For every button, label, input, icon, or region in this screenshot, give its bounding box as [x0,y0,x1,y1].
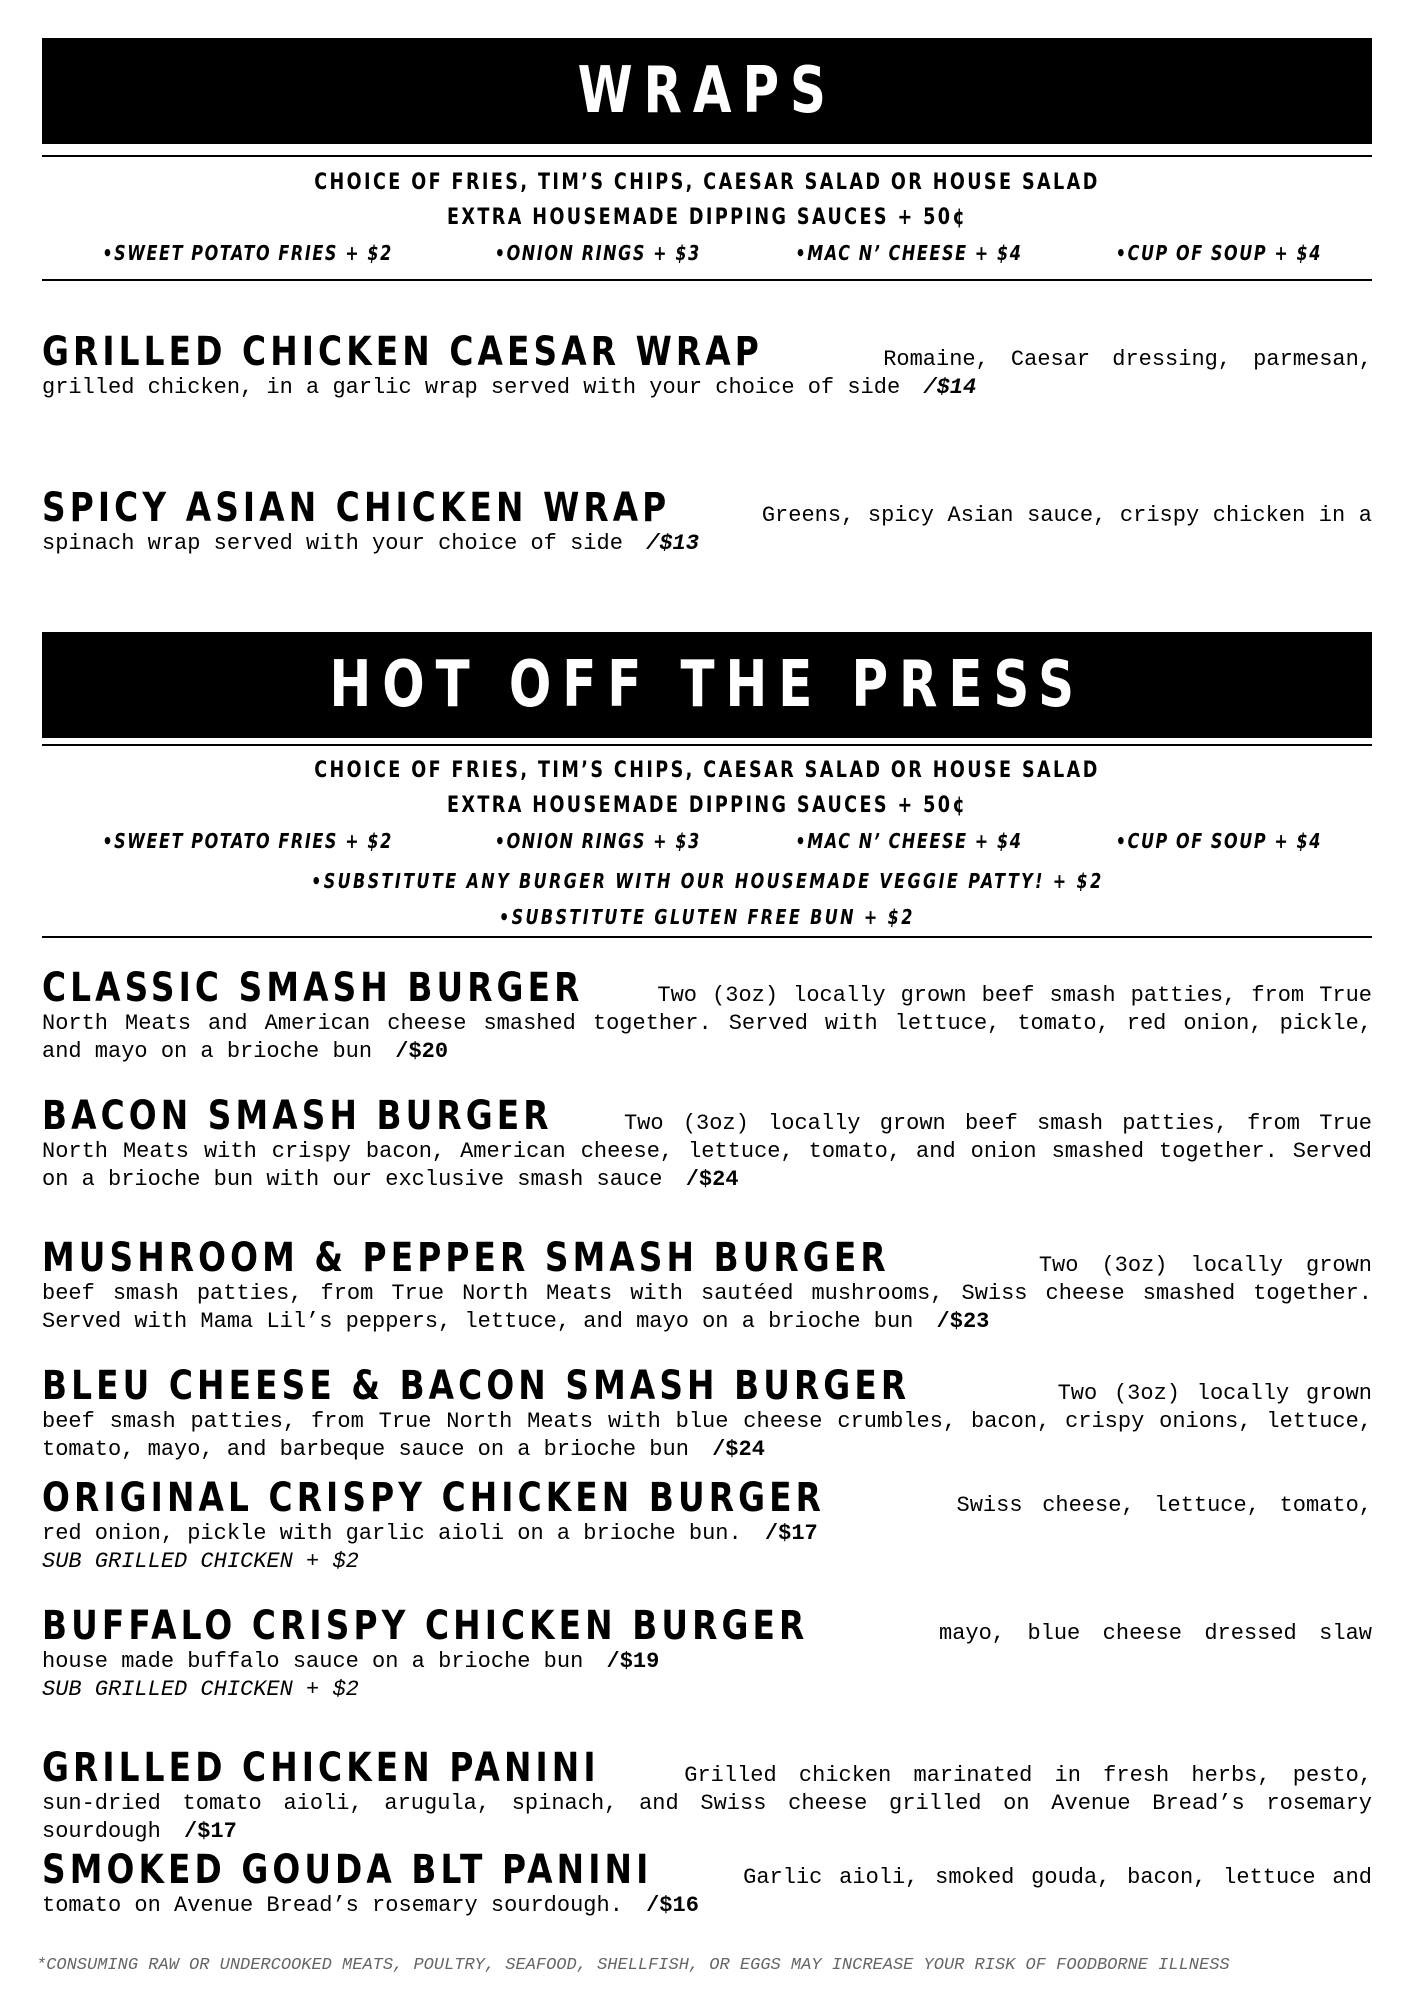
item-name: ORIGINAL CRISPY CHICKEN BURGER [42,1475,825,1521]
item-description: Two (3oz) locally grown beef smash patties, from True North Meats with crispy bacon, American cheese, lettuce, tomato, and onion smashed together. Served on a brioche bun with our exclusive smash sauce [42,1111,1373,1192]
wraps-extras [42,238,1372,268]
menu-item [42,965,1373,1066]
item-name: GRILLED CHICKEN PANINI [42,1745,600,1791]
item-description: Garlic aioli, smoked gouda, bacon, lettuce and tomato on Avenue Bread’s rosemary sourdough. [42,1865,1372,1918]
extra-item: •MAC N’ CHEESE + $4 [794,829,1023,853]
item-sub-option: SUB GRILLED CHICKEN + $2 [42,1549,359,1574]
item-price: /$24 [712,1437,765,1462]
menu-item [42,1603,1372,1704]
item-price: /$17 [184,1819,237,1844]
menu-item [42,1363,1372,1464]
item-name: MUSHROOM & PEPPER SMASH BURGER [42,1235,890,1281]
menu-item [42,1745,1373,1846]
press-veggie-line: •SUBSTITUTE ANY BURGER WITH OUR HOUSEMADE VEGGIE PATTY! + $2 [310,869,1104,893]
item-description: Swiss cheese, lettuce, tomato, red onion, pickle with garlic aioli on a brioche bun. [42,1493,1372,1546]
extra-item: •CUP OF SOUP + $4 [1116,829,1323,853]
press-sides-line: CHOICE OF FRIES, TIM’S CHIPS, CAESAR SALAD OR HOUSE SALAD [314,758,1100,783]
item-price: /$24 [685,1167,739,1192]
menu-item [42,1475,1372,1576]
item-description: Two (3oz) locally grown beef smash patties, from True North Meats and American cheese smashed together. Served with lettuce, tomato, red onion, pickle, and mayo on a brioche bun [42,983,1373,1064]
extra-item: •SWEET POTATO FRIES + $2 [102,829,393,853]
item-name: CLASSIC SMASH BURGER [42,965,584,1011]
extra-item: •CUP OF SOUP + $4 [1116,241,1323,265]
menu-item [42,1093,1373,1194]
item-sub-option: SUB GRILLED CHICKEN + $2 [42,1677,359,1702]
wraps-sauce-line: EXTRA HOUSEMADE DIPPING SAUCES + 50¢ [446,205,968,230]
item-price: /$20 [395,1039,449,1064]
item-price: /$17 [764,1521,818,1546]
item-description: Grilled chicken marinated in fresh herbs, pesto, sun-dried tomato aioli, arugula, spinach, and Swiss cheese grilled on Avenue Bread’s rosemary sourdough [42,1763,1373,1844]
item-description: Greens, spicy Asian sauce, crispy chicken in a spinach wrap served with your choice of side [42,503,1372,556]
menu-item [42,329,1373,402]
press-gluten-line: •SUBSTITUTE GLUTEN FREE BUN + $2 [499,905,915,929]
item-price: /$16 [646,1893,699,1918]
menu-item [42,1235,1373,1336]
press-top-rule [42,744,1372,746]
item-price: /$23 [936,1309,990,1334]
press-title: HOT OFF THE PRESS [329,648,1085,722]
press-sauce-line: EXTRA HOUSEMADE DIPPING SAUCES + 50¢ [446,793,968,818]
item-name: SPICY ASIAN CHICKEN WRAP [42,485,671,531]
extra-item: •SWEET POTATO FRIES + $2 [102,241,393,265]
item-description: mayo, blue cheese dressed slaw house made buffalo sauce on a brioche bun [42,1621,1372,1674]
wraps-banner [42,38,1372,144]
item-price: /$19 [606,1649,660,1674]
extra-item: •ONION RINGS + $3 [494,241,701,265]
item-name: BACON SMASH BURGER [42,1093,553,1139]
wraps-top-rule [42,155,1372,157]
item-price: /$13 [646,531,699,556]
extra-item: •ONION RINGS + $3 [494,829,701,853]
item-name: BUFFALO CRISPY CHICKEN BURGER [42,1603,809,1649]
item-description: Two (3oz) locally grown beef smash patties, from True North Meats with blue cheese crumbles, bacon, crispy onions, lettuce, tomato, mayo, and barbeque sauce on a brioche bun [42,1381,1372,1462]
item-description: Romaine, Caesar dressing, parmesan, grilled chicken, in a garlic wrap served with your choice of side [42,347,1373,400]
wraps-bottom-rule [42,279,1372,281]
item-description: Two (3oz) locally grown beef smash patties, from True North Meats with sautéed mushrooms, Swiss cheese smashed together. Served with Mama Lil’s peppers, lettuce, and mayo on a brioche bun [42,1253,1373,1334]
menu-item [42,1847,1372,1920]
wraps-title: WRAPS [577,54,837,128]
item-name: SMOKED GOUDA BLT PANINI [42,1847,653,1893]
press-bottom-rule [42,936,1372,938]
menu-item [42,485,1372,558]
press-banner [42,632,1372,738]
item-name: GRILLED CHICKEN CAESAR WRAP [42,329,763,375]
press-extras [42,826,1372,856]
wraps-sides-line: CHOICE OF FRIES, TIM’S CHIPS, CAESAR SALAD OR HOUSE SALAD [314,170,1100,195]
item-price: /$14 [923,375,977,400]
foodborne-illness-disclaimer: *CONSUMING RAW OR UNDERCOOKED MEATS, POULTRY, SEAFOOD, SHELLFISH, OR EGGS MAY INCREASE YOUR RISK OF FOODBORNE ILLNESS [36,1956,1230,1975]
item-name: BLEU CHEESE & BACON SMASH BURGER [42,1363,911,1409]
extra-item: •MAC N’ CHEESE + $4 [794,241,1023,265]
